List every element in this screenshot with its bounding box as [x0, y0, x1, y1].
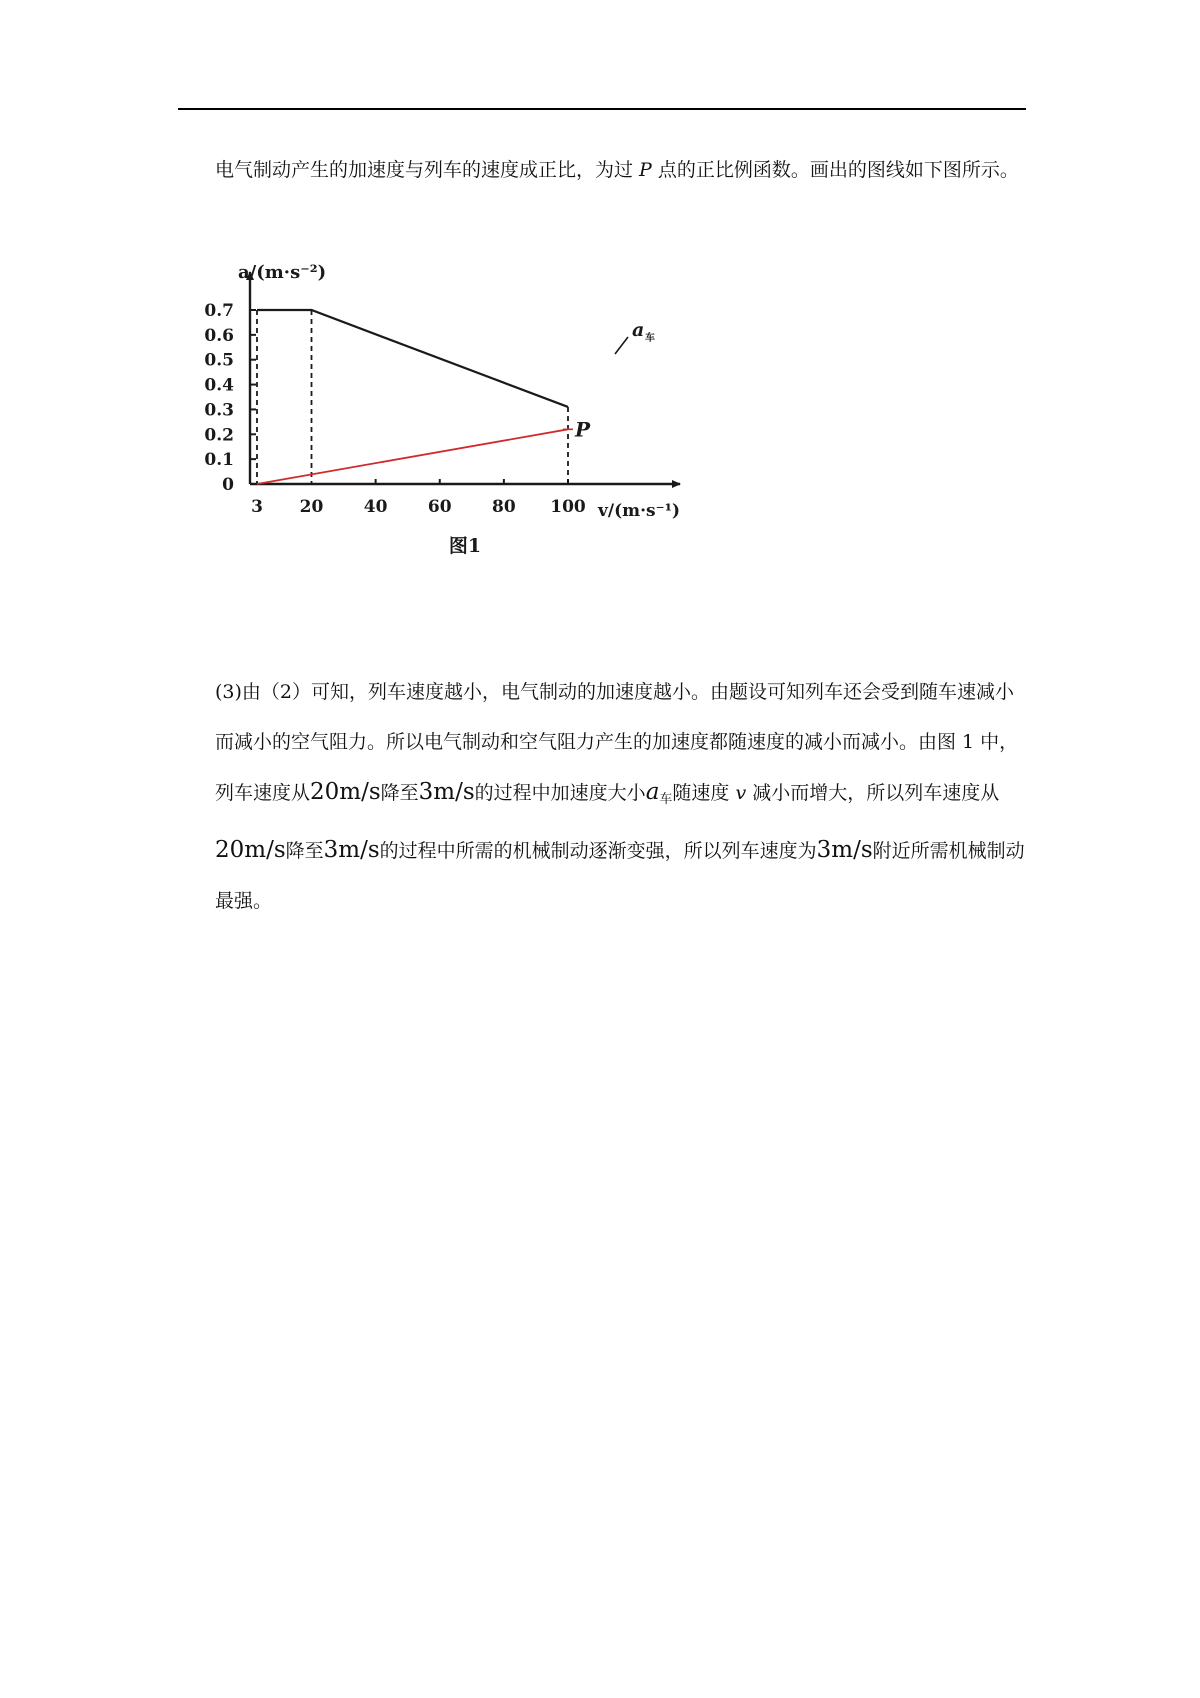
- y-tick-label-0: 0: [222, 475, 234, 495]
- p3-speed-20-b: 20m/s: [215, 837, 286, 863]
- x-tick-label-5: 100: [550, 497, 586, 517]
- y-tick-label-2: 0.2: [204, 425, 234, 446]
- x-tick-label-3: 60: [427, 497, 452, 517]
- acceleration-velocity-chart: [204, 258, 770, 603]
- y-tick-label-3: 0.3: [204, 400, 234, 421]
- y-tick-label-6: 0.6: [204, 325, 234, 346]
- p3-text-5: 减小而增大，所以列车速度从: [746, 782, 1000, 804]
- p3-text-4: 随速度: [672, 782, 736, 804]
- x-tick-label-1: 20: [299, 497, 324, 517]
- p3-text-2: 降至: [380, 782, 419, 804]
- x-tick-label-4: 80: [492, 497, 516, 517]
- p3-speed-3-a: 3m/s: [418, 779, 475, 805]
- p1-text-1: 电气制动产生的加速度与列车的速度成正比，为过: [215, 159, 640, 181]
- header-rule: [178, 108, 1026, 110]
- p1-text-2: 点的正比例函数。画出的图线如下图所示。: [651, 159, 1019, 181]
- a-car-series-label: a: [632, 319, 645, 341]
- y-tick-label-7: 0.7: [204, 301, 234, 321]
- series-line-0: [257, 310, 568, 407]
- p3-text-7: 的过程中所需的机械制动逐渐变强，所以列车速度为: [379, 840, 817, 862]
- x-axis-label: v/(m·s⁻¹): [598, 501, 681, 521]
- figure-caption: 图1: [448, 535, 482, 557]
- point-p-label: P: [575, 417, 591, 442]
- a-car-leader: [615, 337, 628, 354]
- y-tick-label-1: 0.1: [204, 450, 234, 471]
- p3-speed-3-c: 3m/s: [816, 837, 873, 863]
- paragraph-1: [215, 145, 1025, 195]
- p3-text-6: 降至: [285, 840, 324, 862]
- p3-text-8: 附近所需机械制动最强。: [215, 840, 1025, 912]
- x-tick-label-2: 40: [363, 497, 388, 517]
- series-line-1: [257, 429, 568, 484]
- p3-speed-3-b: 3m/s: [323, 837, 380, 863]
- y-tick-label-4: 0.4: [204, 375, 234, 396]
- p3-text-1: (3)由（2）可知，列车速度越小，电气制动的加速度越小。由题设可知列车还会受到随车速减小而减小的空气阻力。所以电气制动和空气阻力产生的加速度都随速度的减小而减小。由图 1 中，列车速度从: [215, 681, 1019, 804]
- p3-text-3: 的过程中加速度大小: [474, 782, 646, 804]
- p3-symbol-v: v: [735, 782, 747, 804]
- x-tick-label-0: 3: [251, 497, 263, 517]
- p3-speed-20-a: 20m/s: [310, 779, 381, 805]
- figure-1: [204, 258, 770, 607]
- a-car-series-subscript: 车: [645, 333, 655, 344]
- y-tick-label-5: 0.5: [204, 350, 234, 371]
- paragraph-3: [215, 667, 1025, 926]
- p3-subscript-car: 车: [659, 792, 673, 807]
- p1-point-p: P: [639, 159, 652, 181]
- p3-symbol-a: a: [645, 779, 660, 805]
- y-axis-label: a/(m·s⁻²): [238, 262, 327, 283]
